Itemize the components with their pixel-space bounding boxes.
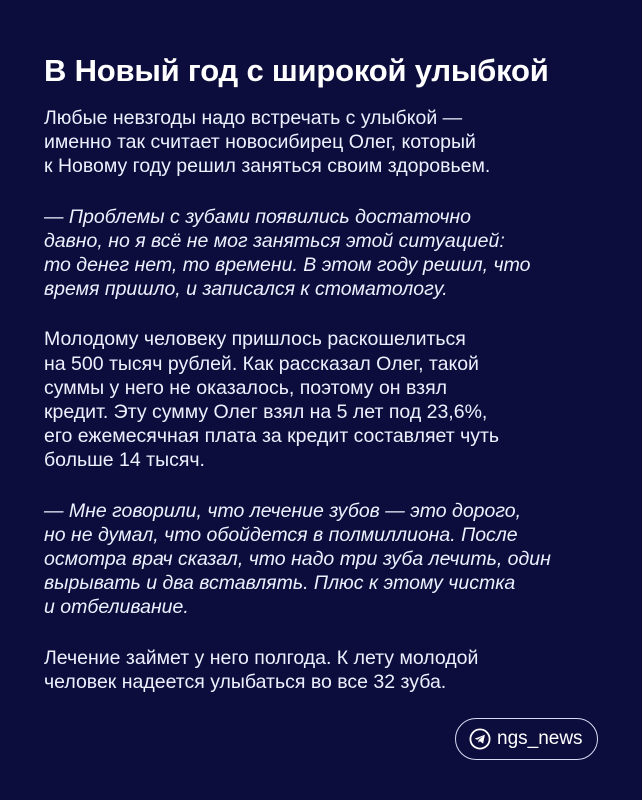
text-line: его ежемесячная плата за кредит составляет чуть <box>44 425 500 448</box>
text-line: на 500 тысяч рублей. Как рассказал Олег, такой <box>44 352 479 375</box>
text-line: но не думал, что обойдется в полмиллиона. После <box>44 523 518 546</box>
text-line: Молодому человеку пришлось раскошелиться <box>44 328 466 351</box>
paragraph-credit <box>44 327 614 472</box>
text-line: больше 14 тысяч. <box>44 449 205 472</box>
text-line: — Мне говорили, что лечение зубов — это дорого, <box>44 499 522 522</box>
telegram-icon <box>469 728 491 750</box>
channel-handle: ngs_news <box>497 728 583 749</box>
text-line: то денег нет, то времени. В этом году решил, что <box>44 254 531 277</box>
text-line: время пришло, и записался к стоматологу. <box>44 278 448 301</box>
text-line: давно, но я всё не мог заняться этой ситуацией: <box>44 229 505 252</box>
text-line: суммы у него не оказалось, поэтому он взял <box>44 376 448 399</box>
paragraph-intro <box>44 106 614 179</box>
text-line: Лечение займет у него полгода. К лету молодой <box>44 646 479 669</box>
paragraph-quote-1 <box>44 205 614 302</box>
article-body <box>44 106 614 720</box>
text-line: и отбеливание. <box>44 596 189 619</box>
text-line: Любые невзгоды надо встречать с улыбкой — <box>44 107 463 129</box>
headline: В Новый год с широкой улыбкой <box>44 53 549 88</box>
text-line: осмотра врач сказал, что надо три зуба лечить, один <box>44 548 551 571</box>
text-line: вырывать и два вставлять. Плюс к этому чистка <box>44 572 516 595</box>
paragraph-quote-2 <box>44 499 614 620</box>
paragraph-outro <box>44 646 614 694</box>
channel-badge[interactable] <box>455 718 598 760</box>
text-line: — Проблемы с зубами появились достаточно <box>44 205 472 228</box>
text-line: кредит. Эту сумму Олег взял на 5 лет под 23,6%, <box>44 401 488 424</box>
text-line: именно так считает новосибирец Олег, который <box>44 131 476 154</box>
text-line: человек надеется улыбаться во все 32 зуба. <box>44 670 447 693</box>
text-line: к Новому году решил заняться своим здоровьем. <box>44 155 491 178</box>
